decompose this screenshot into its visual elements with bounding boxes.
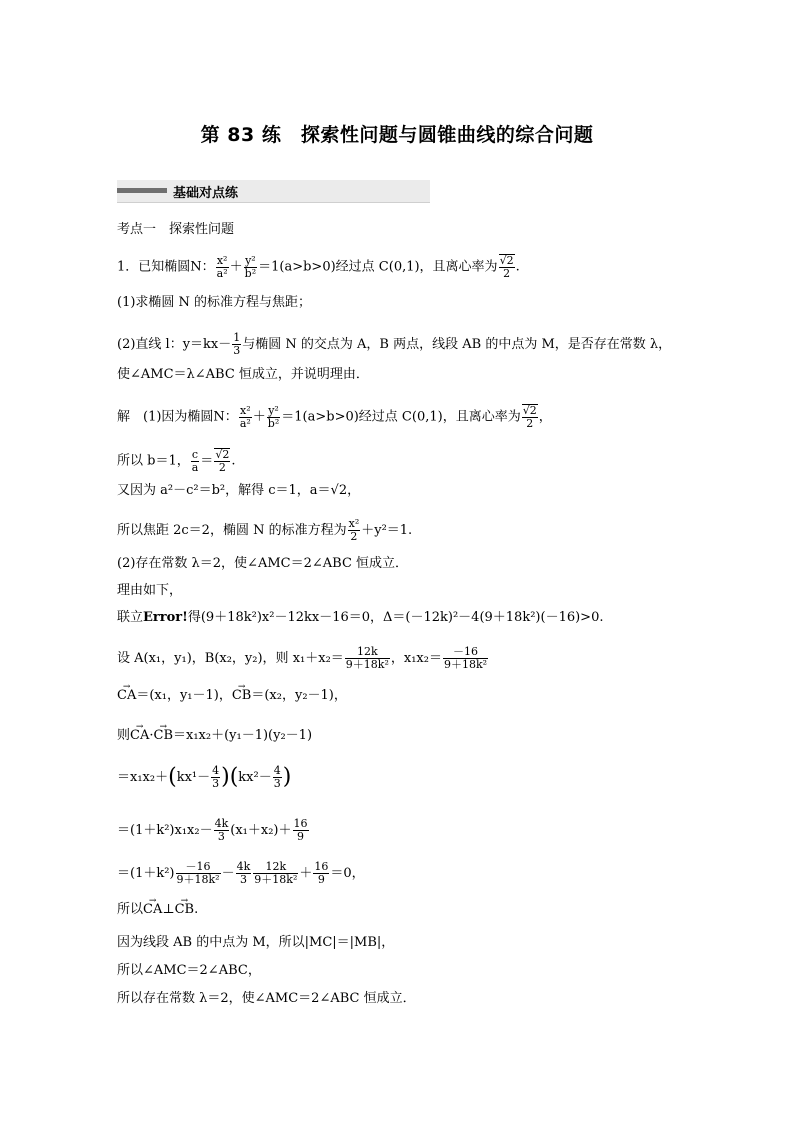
solution-line-14: 所以→ CA⊥→ CB. — [117, 902, 198, 918]
solution-line-15: 因为线段 AB 的中点为 M，所以|MC|＝|MB|， — [117, 935, 395, 950]
fraction: $\frac{4}{3}$ — [273, 764, 281, 790]
fraction: $\frac{√2}{2}$ — [499, 254, 514, 280]
fraction: $\frac{16}{9}$ — [293, 817, 308, 843]
problem-text: (a>b>0)经过点 C(0,1)，且离心率为 — [279, 259, 498, 275]
problem-line-3: (2)直线 l：y＝kx－ $\frac{1}{3}$ 与椭圆 N 的交点为 A，B 两点，线段 AB 的中点为 M，是否存在常数 λ， — [117, 331, 672, 357]
vector-CB: → CB — [232, 688, 252, 704]
fraction: $\frac{12k}{\text{9＋18k²}}$ — [254, 860, 298, 886]
banner-bar — [117, 188, 167, 193]
fraction: $\frac{√2}{2}$ — [215, 448, 230, 474]
solution-line-16: 所以∠AMC＝2∠ABC， — [117, 963, 261, 978]
fraction: $\frac{4k}{3}$ — [236, 860, 251, 886]
vector-CA: → CA — [117, 688, 136, 704]
solution-line-7: 联立Error!得(9＋18k²)x²－12kx－16＝0，Δ＝(－12k)²－4(9＋18k²)(－16)>0. — [117, 610, 604, 625]
fraction: $\frac{\text{y²}}{\text{b²}}$ — [267, 403, 280, 430]
vector-CB: → CB — [175, 902, 195, 918]
ellipse-name: N： — [190, 259, 215, 275]
solution-line-12: ＝(1＋k²)x₁x₂－ $\frac{4k}{3}$ (x₁＋x₂)＋ $\frac{16}{9}$ — [117, 817, 308, 843]
solution-line-3: 又因为 a²－c²＝b²，解得 c＝1，a＝√2， — [117, 483, 361, 498]
fraction: $\frac{16}{9}$ — [314, 860, 329, 886]
solution-line-13: ＝(1＋k²) $\frac{-16}{\text{9＋18k²}}$ － $\frac{4k}{3}$ $\frac{12k}{\text{9＋18k²}}$ ＋ $\frac{16}{9}$ ＝0， — [117, 860, 365, 886]
vector-CA: → CA — [130, 728, 149, 744]
solution-line-4: 所以焦距 2c＝2，椭圆 N 的标准方程为 $\frac{\text{x²}}{2}$ ＋y²＝1. — [117, 517, 413, 543]
error-marker: Error! — [143, 610, 188, 625]
solution-line-8: 设 A(x₁，y₁)，B(x₂，y₂)，则 x₁＋x₂＝ $\frac{12k}{\text{9＋18k²}}$ ，x₁x₂＝ $\frac{-16}{\text{9＋18k²}}$ — [117, 645, 488, 671]
fraction: $\frac{-16}{\text{9＋18k²}}$ — [176, 860, 220, 886]
solution-line-1: 解 (1)因为椭圆N： $\frac{\text{x²}}{\text{a²}}$ ＋ $\frac{\text{y²}}{\text{b²}}$ ＝1(a>b>0)经过点 C(0,1)，且离心率为 $\frac{√2}{2}$ ， — [117, 403, 552, 430]
problem-line-1: 1．已知椭圆N： $\frac{\text{x²}}{\text{a²}}$ ＋ $\frac{\text{y²}}{\text{b²}}$ ＝1(a>b>0)经过点 C(0,1)，且离心率为 $\frac{√2}{2}$ . — [117, 253, 520, 280]
section-banner — [117, 180, 430, 203]
fraction: $\frac{c}{a}$ — [191, 447, 199, 474]
solution-line-5: (2)存在常数 λ＝2，使∠AMC＝2∠ABC 恒成立． — [117, 556, 409, 571]
fraction: $\frac{1}{3}$ — [233, 331, 241, 357]
vector-CA: → CA — [143, 902, 162, 918]
section-label: 基础对点练 — [173, 186, 239, 201]
fraction: $\frac{\text{x²}}{\text{a²}}$ — [239, 403, 251, 430]
fraction: $\frac{4k}{3}$ — [214, 817, 229, 843]
problem-text: 1．已知椭圆 — [117, 259, 191, 275]
vector-CB: → CB — [154, 728, 174, 744]
fraction: $\frac{\text{x²}}{2}$ — [348, 517, 360, 543]
problem-line-4: 使∠AMC＝λ∠ABC 恒成立，并说明理由． — [117, 367, 369, 382]
fraction: $\frac{\text{y²}}{\text{b²}}$ — [244, 253, 257, 280]
fraction: $\frac{-16}{\text{9＋18k²}}$ — [443, 645, 488, 671]
fraction: $\frac{√2}{2}$ — [522, 404, 537, 430]
fraction: $\frac{4}{3}$ — [212, 764, 220, 790]
fraction: $\frac{12k}{\text{9＋18k²}}$ — [345, 645, 389, 671]
solution-line-6: 理由如下， — [117, 583, 183, 598]
fraction: $\frac{\text{x²}}{\text{a²}}$ — [216, 253, 228, 280]
topic-heading: 考点一 探索性问题 — [117, 222, 235, 237]
solution-line-11: ＝x₁x₂＋(kx¹－ $\frac{4}{3}$ )(kx²－ $\frac{4}{3}$ ) — [117, 764, 292, 790]
page-title: 第 83 练 探索性问题与圆锥曲线的综合问题 — [200, 124, 594, 146]
problem-line-2: (1)求椭圆 N 的标准方程与焦距； — [117, 295, 312, 310]
solution-line-17: 所以存在常数 λ＝2，使∠AMC＝2∠ABC 恒成立． — [117, 991, 416, 1006]
solution-line-10: 则→ CA·→ CB＝x₁x₂＋(y₁－1)(y₂－1) — [117, 728, 312, 744]
solution-line-9: → CA＝(x₁，y₁－1)，→ CB＝(x₂，y₂－1)， — [117, 688, 347, 704]
solution-line-2: 所以 b＝1， $\frac{c}{a}$ ＝ $\frac{√2}{2}$ . — [117, 447, 236, 474]
